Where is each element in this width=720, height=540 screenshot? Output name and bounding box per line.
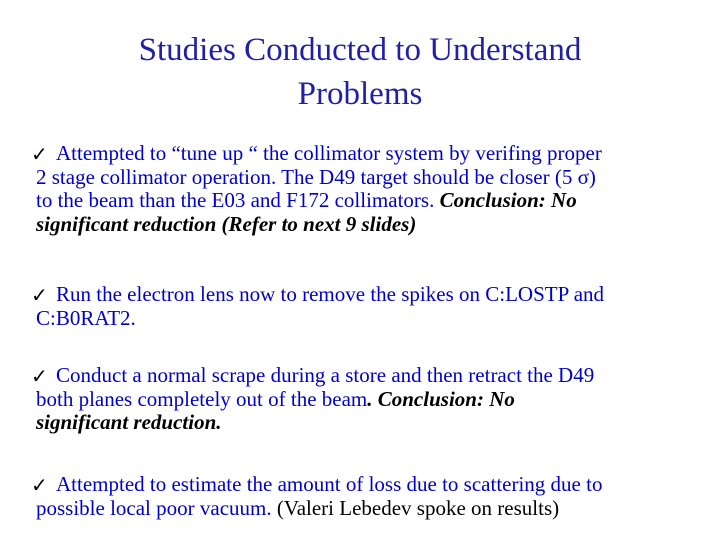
bullet-2-line-2: C:B0RAT2.	[36, 305, 136, 330]
bullet-text-2	[36, 283, 696, 330]
bullet-1-line-2: 2 stage collimator operation. The D49 target should be closer (5 σ)	[36, 164, 596, 189]
bullet-2-line-1: Run the electron lens now to remove the spikes on C:LOSTP and	[56, 282, 605, 306]
bullet-3-conclusion: . Conclusion: No	[367, 386, 515, 411]
slide-title-line-1: Studies Conducted to Understand	[138, 32, 582, 68]
bullet-1-line-1: Attempted to “tune up “ the collimator system by verifing proper	[56, 141, 602, 165]
checkmark-icon: ✓	[31, 142, 48, 166]
bullet-text-3	[36, 364, 696, 435]
bullet-text-4	[36, 473, 696, 520]
bullet-4-line-1: Attempted to estimate the amount of loss due to scattering due to	[56, 472, 603, 496]
bullet-text-1	[36, 142, 696, 236]
checkmark-icon: ✓	[31, 473, 48, 497]
checkmark-icon: ✓	[31, 364, 48, 388]
bullet-1-conclusion-line-2: significant reduction (Refer to next 9 slides)	[36, 211, 417, 236]
bullet-3-line-2: both planes completely out of the beam	[36, 386, 368, 411]
bullet-3-conclusion-line-2: significant reduction.	[36, 410, 222, 434]
bullet-4-line-2: possible local poor vacuum.	[36, 495, 272, 520]
bullet-1-line-3: to the beam than the E03 and F172 collimators.	[36, 188, 440, 212]
slide-title-line-2: Problems	[297, 76, 423, 112]
checkmark-icon: ✓	[31, 283, 48, 307]
bullet-3-line-1: Conduct a normal scrape during a store and then retract the D49	[56, 363, 595, 387]
slide-title	[0, 28, 720, 116]
bullet-4-note: (Valeri Lebedev spoke on results)	[271, 495, 560, 520]
bullet-1-conclusion: Conclusion: No	[439, 188, 577, 212]
